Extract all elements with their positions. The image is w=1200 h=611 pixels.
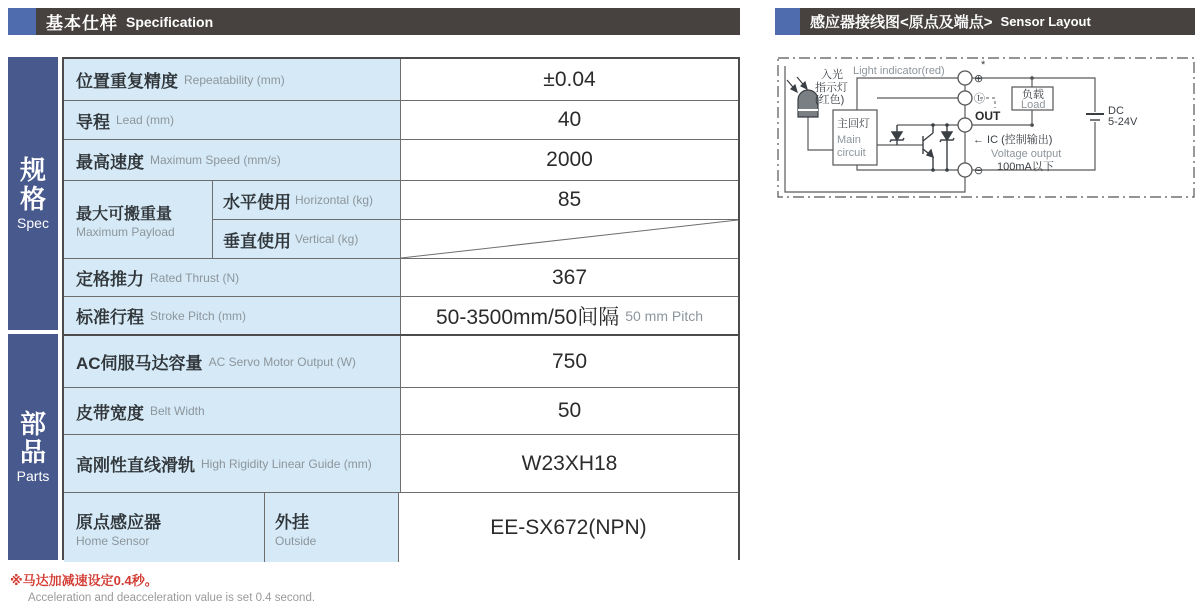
- terminal-minus-circle: [958, 163, 972, 177]
- group-band-column: [8, 57, 58, 560]
- main-circuit-label-zh: 主回灯: [837, 118, 870, 130]
- wire-led: [808, 117, 833, 150]
- terminal-star: *: [981, 59, 986, 71]
- row-label-en: Repeatability (mm): [184, 72, 285, 87]
- subrow-label-zh: 水平使用: [223, 192, 291, 212]
- subrow-label-zh: 垂直使用: [223, 231, 291, 251]
- blue-accent-square: [775, 8, 800, 35]
- subrow-label: [212, 181, 400, 219]
- row-label: [64, 181, 212, 258]
- row-label-zh: 标准行程: [76, 308, 144, 327]
- row-label-en: Home Sensor: [76, 533, 150, 548]
- row-label-zh: AC伺服马达容量: [76, 354, 203, 373]
- table-row-servo-output: [64, 334, 738, 387]
- band-parts-en: Parts: [16, 468, 50, 485]
- subrow-label-en: Horizontal (kg): [295, 193, 374, 207]
- stroke-value-suffix: 50 mm Pitch: [625, 307, 704, 324]
- sensor-section-header: [775, 8, 1195, 35]
- row-label: [64, 140, 400, 180]
- subrow-value: 85: [400, 181, 738, 219]
- row-label-zh: 原点感应器: [76, 512, 161, 532]
- row-value: 50: [400, 388, 738, 434]
- group-band-parts: [8, 334, 58, 560]
- terminal-l-circle: [958, 91, 972, 105]
- main-circuit-label-en1: Main: [837, 134, 861, 146]
- terminal-plus-circle: [958, 71, 972, 85]
- row-label-zh: 最大可搬重量: [76, 205, 173, 223]
- npn-transistor: [923, 125, 933, 170]
- sensor-header-bar: [800, 8, 1195, 35]
- row-label-en: Maximum Speed (mm/s): [150, 153, 281, 167]
- current-limit-label: 100mA以下: [997, 161, 1054, 173]
- row-label-en: Stroke Pitch (mm): [150, 308, 247, 323]
- row-value: W23XH18: [400, 435, 738, 492]
- mount-zh: 外挂: [275, 512, 309, 532]
- load-label-zh: 负载: [1022, 89, 1044, 101]
- terminal-plus-glyph: ⊕: [974, 73, 984, 85]
- payload-subrows: [212, 181, 738, 258]
- mount-en: Outside: [275, 533, 317, 548]
- band-spec-char2: 格: [19, 183, 46, 214]
- zener-diode-1: [890, 125, 904, 145]
- led-symbol: [787, 77, 818, 117]
- dc-range-label: 5-24V: [1108, 116, 1138, 128]
- spec-header-en: Specification: [126, 13, 214, 30]
- table-row-max-speed: [64, 139, 738, 180]
- row-label-en: Belt Width: [150, 404, 205, 418]
- row-label: [64, 435, 400, 492]
- terminal-minus-glyph: ⊖: [974, 165, 984, 177]
- row-value: ±0.04: [400, 59, 738, 100]
- table-rows: [62, 57, 740, 560]
- table-row-payload: [64, 180, 738, 258]
- voltage-output-label: Voltage output: [991, 148, 1062, 160]
- row-label-en: AC Servo Motor Output (W): [208, 354, 356, 369]
- row-value: [400, 297, 738, 334]
- battery-dc-source: [1086, 114, 1104, 120]
- row-label-en: Rated Thrust (N): [150, 270, 240, 285]
- led-label-line3: (红色): [815, 94, 845, 106]
- row-label: [64, 493, 264, 562]
- subrow-value-na: [400, 220, 738, 258]
- group-band-spec: [8, 57, 58, 330]
- subrow-horizontal: [212, 181, 738, 219]
- not-applicable-diagonal: [401, 220, 738, 258]
- specification-table: [8, 57, 740, 560]
- sensor-wiring-diagram: [775, 50, 1200, 207]
- zener-diode-2: [940, 125, 954, 170]
- band-parts-char1: 部: [19, 408, 46, 439]
- row-value: 2000: [400, 140, 738, 180]
- footnote-zh: ※马达加减速设定0.4秒。: [10, 573, 158, 588]
- light-arrows: [787, 77, 807, 92]
- led-label-line2: 指示灯: [815, 82, 848, 94]
- table-row-home-sensor: [64, 492, 738, 562]
- wire-plus-rail: [857, 78, 958, 110]
- row-label-en: Lead (mm): [116, 113, 175, 127]
- row-label: [64, 259, 400, 296]
- table-row-rated-thrust: [64, 258, 738, 296]
- footnote-en: Acceleration and deacceleration value is set 0.4 second.: [28, 592, 316, 604]
- row-label-zh: 高刚性直线滑轨: [76, 456, 195, 475]
- table-row-linear-guide: [64, 434, 738, 492]
- spec-section-header: [8, 8, 740, 35]
- spec-header-bar: [36, 8, 740, 35]
- spec-header-zh: 基本仕样: [46, 14, 118, 33]
- band-spec-char1: 规: [19, 155, 46, 186]
- blue-accent-square: [8, 8, 36, 35]
- row-value: 40: [400, 101, 738, 139]
- wire-minus-rail: [857, 165, 958, 170]
- stroke-value: 50-3500mm/50间隔: [435, 305, 620, 329]
- row-label-en: Maximum Payload: [76, 224, 175, 239]
- main-circuit-label-en2: circuit: [837, 147, 866, 159]
- table-row-belt-width: [64, 387, 738, 434]
- subrow-label: [212, 220, 400, 258]
- circuit-svg: [775, 50, 1200, 202]
- row-label-zh: 定格推力: [76, 270, 144, 289]
- row-value: EE-SX672(NPN): [398, 493, 738, 562]
- band-spec-en: Spec: [17, 214, 49, 231]
- terminal-out-circle: [958, 118, 972, 132]
- row-value: 750: [400, 336, 738, 387]
- terminal-out-label: OUT: [975, 109, 1001, 123]
- table-row-lead: [64, 100, 738, 139]
- row-value: 367: [400, 259, 738, 296]
- table-row-repeatability: [64, 59, 738, 100]
- row-label: [64, 59, 400, 100]
- row-label-zh: 皮带宽度: [76, 403, 144, 423]
- terminal-l-glyph: Ⓛ: [974, 93, 985, 105]
- subrow-vertical: [212, 219, 738, 258]
- sensor-header-zh: 感应器接线图<原点及端点>: [810, 14, 993, 31]
- band-parts-char2: 品: [19, 437, 46, 467]
- row-label-zh: 最高速度: [76, 152, 144, 172]
- sensor-header-en: Sensor Layout: [1000, 14, 1091, 29]
- row-label-zh: 导程: [76, 112, 110, 132]
- row-label: [64, 101, 400, 139]
- row-label-zh: 位置重复精度: [76, 72, 178, 91]
- light-indicator-label: Light indicator(red): [853, 65, 945, 77]
- footnote: [10, 570, 315, 604]
- led-label-line1: 入光: [821, 69, 843, 81]
- subrow-label-en: Vertical (kg): [295, 232, 359, 246]
- table-row-stroke-pitch: [64, 296, 738, 334]
- row-label-en: High Rigidity Linear Guide (mm): [201, 456, 372, 471]
- load-label-en: Load: [1021, 99, 1046, 111]
- row-label: [64, 388, 400, 434]
- home-sensor-mount: [264, 493, 398, 562]
- dc-label: DC: [1108, 105, 1124, 117]
- ic-output-label: ← IC (控制输出): [973, 134, 1053, 146]
- row-label: [64, 297, 400, 334]
- row-label: [64, 336, 400, 387]
